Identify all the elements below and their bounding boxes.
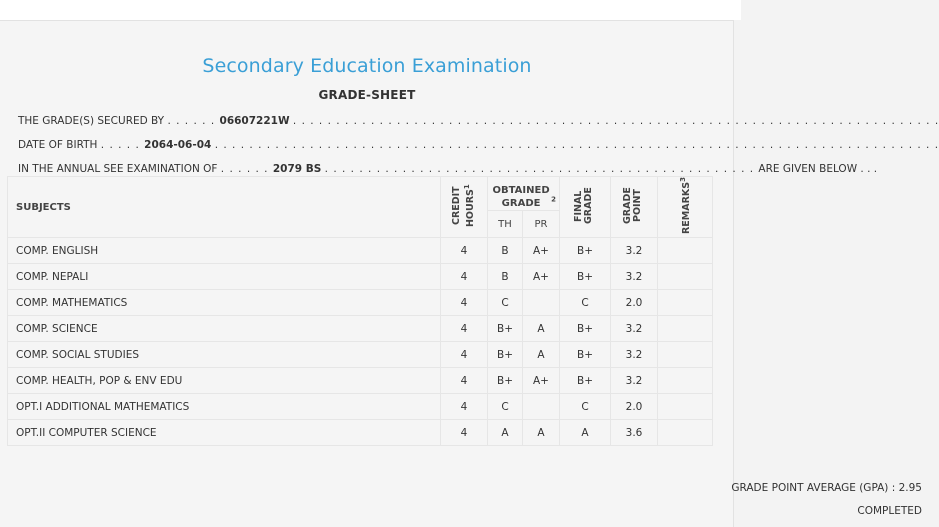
final-grade-cell: B+ [560, 342, 611, 368]
grade-point-label: GRADE POINT [622, 187, 643, 224]
remarks-cell [658, 264, 713, 290]
final-grade-cell: B+ [560, 368, 611, 394]
table-row [8, 394, 713, 420]
grade-point-cell: 3.2 [611, 368, 658, 394]
table-row [8, 368, 713, 394]
pr-grade-cell: A+ [523, 368, 560, 394]
grade-table [7, 176, 713, 446]
dots: . . . . . [100, 139, 145, 151]
remarks-cell [658, 316, 713, 342]
table-row [8, 290, 713, 316]
grade-point-cell: 2.0 [611, 290, 658, 316]
th-grade-cell: B [488, 264, 523, 290]
credit-cell: 4 [441, 290, 488, 316]
th-grade-cell: B [488, 238, 523, 264]
grade-point-cell: 3.2 [611, 264, 658, 290]
grade-point-cell: 3.2 [611, 316, 658, 342]
dots: . . . . . . . . . . . . . . . . . . . . . . . . . . . . . . . . . . . . . . . . . . . . . . . . . . . . . . . . . . . . . . . . . . . . . . . . . . . [292, 115, 939, 127]
credit-cell: 4 [441, 316, 488, 342]
dots: . . . . . . [220, 163, 273, 175]
th-grade-cell: C [488, 394, 523, 420]
final-grade-cell: B+ [560, 316, 611, 342]
header-th: TH [488, 211, 523, 238]
credit-cell: 4 [441, 342, 488, 368]
remarks-cell [658, 342, 713, 368]
grade-point-cell: 3.2 [611, 238, 658, 264]
subject-cell: COMP. MATHEMATICS [8, 290, 441, 316]
given-below: ARE GIVEN BELOW . . . [758, 163, 878, 175]
final-grade-label: FINAL GRADE [573, 187, 594, 224]
header-grade-point [611, 177, 658, 238]
subject-cell: OPT.I ADDITIONAL MATHEMATICS [8, 394, 441, 420]
pr-grade-cell: A+ [523, 238, 560, 264]
header-remarks [658, 177, 713, 238]
pr-grade-cell: A [523, 342, 560, 368]
grade-point-cell: 3.6 [611, 420, 658, 446]
table-row [8, 342, 713, 368]
top-strip [0, 0, 741, 20]
th-grade-cell: B+ [488, 316, 523, 342]
credit-hours-label [452, 176, 476, 236]
gpa-value: 2.95 [898, 482, 922, 494]
header-pr: PR [523, 211, 560, 238]
subject-cell: COMP. NEPALI [8, 264, 441, 290]
grade-point-cell: 3.2 [611, 342, 658, 368]
dob-value: 2064-06-04 [144, 139, 212, 151]
remarks-cell [658, 394, 713, 420]
subject-cell: COMP. ENGLISH [8, 238, 441, 264]
exam-label: IN THE ANNUAL SEE EXAMINATION OF [18, 163, 218, 175]
credit-cell: 4 [441, 368, 488, 394]
final-grade-cell: B+ [560, 238, 611, 264]
header-subjects [8, 177, 441, 238]
subject-cell: COMP. SCIENCE [8, 316, 441, 342]
info-exam [18, 163, 877, 175]
footnote-1: 1 [462, 184, 471, 189]
table-row [8, 264, 713, 290]
dob-label: DATE OF BIRTH [18, 139, 98, 151]
secured-label: THE GRADE(S) SECURED BY [18, 115, 165, 127]
final-grade-cell: A [560, 420, 611, 446]
info-dob [18, 139, 939, 151]
remarks-label [678, 177, 692, 234]
footnote-2: 2 [551, 195, 556, 204]
subject-cell: COMP. HEALTH, POP & ENV EDU [8, 368, 441, 394]
header-credit-hours [441, 177, 488, 238]
sheet-title: GRADE-SHEET [318, 88, 416, 102]
credit-cell: 4 [441, 420, 488, 446]
remarks-cell [658, 290, 713, 316]
credit-hours-text: CREDIT HOURS [450, 186, 477, 227]
pr-grade-cell [523, 394, 560, 420]
exam-title: Secondary Education Examination [202, 55, 532, 77]
th-grade-cell: C [488, 290, 523, 316]
remarks-cell [658, 368, 713, 394]
footnote-3: 3 [678, 177, 687, 182]
header-final-grade [560, 177, 611, 238]
symbol-number: 06607221W [219, 115, 290, 127]
th-grade-cell: B+ [488, 368, 523, 394]
gpa-label: GRADE POINT AVERAGE (GPA) : [731, 482, 896, 494]
remarks-cell [658, 420, 713, 446]
grade-point-cell: 2.0 [611, 394, 658, 420]
final-grade-cell: C [560, 290, 611, 316]
obtained-grade-label: OBTAINED GRADE [492, 184, 550, 209]
table-header-row [8, 177, 713, 211]
status-text: COMPLETED [857, 505, 922, 517]
subject-cell: OPT.II COMPUTER SCIENCE [8, 420, 441, 446]
remarks-cell [658, 238, 713, 264]
pr-grade-cell: A [523, 316, 560, 342]
credit-cell: 4 [441, 264, 488, 290]
final-grade-cell: B+ [560, 264, 611, 290]
table-row [8, 238, 713, 264]
th-grade-cell: B+ [488, 342, 523, 368]
subjects-label: SUBJECTS [16, 201, 71, 213]
dots: . . . . . . . . . . . . . . . . . . . . . . . . . . . . . . . . . . . . . . . . . . . . . . . . . . . . . . . . . . . . . . . . . . . . . . . . . . . . . . . . . . . . [214, 139, 939, 151]
header-obtained-grade [488, 177, 560, 211]
pr-grade-cell: A+ [523, 264, 560, 290]
dots: . . . . . . . . . . . . . . . . . . . . . . . . . . . . . . . . . . . . . . . . . . . . . . . . . . [324, 163, 759, 175]
final-grade-cell: C [560, 394, 611, 420]
credit-cell: 4 [441, 238, 488, 264]
gpa-summary [731, 482, 922, 494]
table-row [8, 316, 713, 342]
pr-grade-cell: A [523, 420, 560, 446]
pr-grade-cell [523, 290, 560, 316]
remarks-text: REMARKS [681, 181, 693, 235]
subject-cell: COMP. SOCIAL STUDIES [8, 342, 441, 368]
table-row [8, 420, 713, 446]
dots: . . . . . . [167, 115, 220, 127]
exam-year: 2079 BS [272, 163, 322, 175]
credit-cell: 4 [441, 394, 488, 420]
info-secured-by [18, 115, 939, 127]
th-grade-cell: A [488, 420, 523, 446]
